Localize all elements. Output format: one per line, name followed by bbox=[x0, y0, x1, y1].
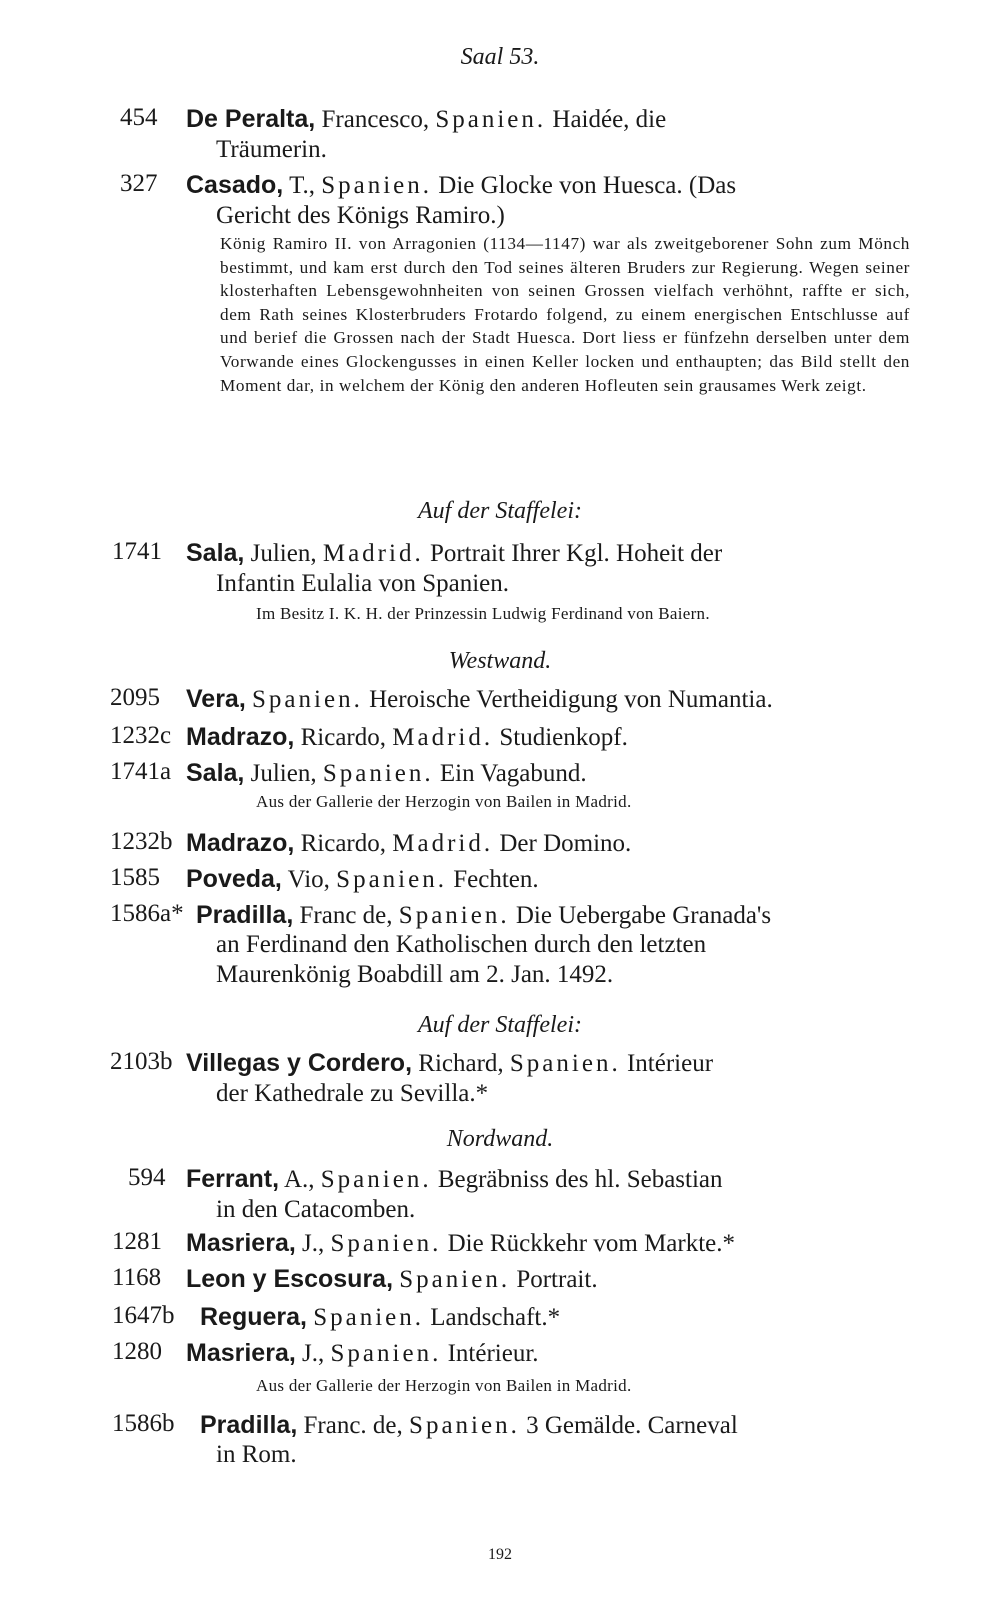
artwork-title: Die Uebergabe Granada's bbox=[509, 902, 772, 929]
artist-name: Madrazo, bbox=[186, 829, 295, 857]
artwork-title: Heroische Vertheidigung von Numantia. bbox=[362, 686, 773, 713]
provenance-note: Aus der Gallerie der Herzogin von Bailen in Madrid. bbox=[256, 1376, 632, 1395]
catalogue-number: 1232c bbox=[110, 722, 172, 749]
catalogue-entry bbox=[186, 1338, 539, 1369]
artwork-title: Intérieur bbox=[620, 1050, 714, 1077]
artist-place: Spanien. bbox=[509, 1050, 621, 1077]
artist-first-name: Julien, bbox=[244, 760, 323, 787]
artist-name: Poveda, bbox=[186, 865, 282, 893]
artist-first-name: J., bbox=[295, 1340, 331, 1367]
artist-name: Vera, bbox=[186, 685, 246, 713]
artwork-title: 3 Gemälde. Carneval bbox=[519, 1412, 738, 1439]
artist-first-name: Francesco, bbox=[315, 106, 436, 133]
page-number: 192 bbox=[488, 1546, 512, 1563]
artist-first-name: J., bbox=[295, 1230, 331, 1257]
section-title-easel: Auf der Staffelei: bbox=[418, 1012, 582, 1038]
provenance-note: Aus der Gallerie der Herzogin von Bailen in Madrid. bbox=[256, 792, 632, 811]
artist-first-name: A., bbox=[279, 1166, 321, 1193]
catalogue-number: 327 bbox=[120, 170, 158, 197]
catalogue-number: 1586b bbox=[112, 1410, 175, 1437]
catalogue-entry bbox=[186, 722, 628, 753]
ownership-note: Im Besitz I. K. H. der Prinzessin Ludwig Ferdinand von Baiern. bbox=[256, 604, 710, 623]
section-title-west-wall: Westwand. bbox=[448, 648, 552, 674]
catalogue-number: 1741 bbox=[112, 538, 162, 565]
artwork-title: Die Rückkehr vom Markte.* bbox=[441, 1230, 736, 1257]
artist-name: Reguera, bbox=[200, 1303, 307, 1331]
artist-first-name: Julien, bbox=[244, 540, 323, 567]
artwork-title: Fechten. bbox=[446, 866, 539, 893]
section-title-north-wall: Nordwand. bbox=[446, 1126, 554, 1152]
artwork-title: Der Domino. bbox=[493, 830, 632, 857]
catalogue-entry bbox=[186, 684, 773, 715]
catalogue-entry bbox=[186, 758, 587, 789]
catalogue-number: 1741a bbox=[110, 758, 172, 785]
artwork-title-continued bbox=[216, 930, 706, 990]
artist-name: Casado, bbox=[186, 171, 284, 199]
artwork-title: Begräbniss des hl. Sebastian bbox=[431, 1166, 723, 1193]
artwork-title-line: an Ferdinand den Katholischen durch den letzten bbox=[216, 931, 707, 958]
catalogue-number: 1168 bbox=[112, 1264, 162, 1291]
artist-place: Madrid. bbox=[322, 540, 424, 567]
artwork-title: Ein Vagabund. bbox=[433, 760, 587, 787]
artist-place: Spanien. bbox=[313, 1304, 425, 1331]
artwork-description: König Ramiro II. von Arragonien (1134—1147) war als zweitgeborener Sohn zum Mönch bestimmt, und kam erst durch den Tod seines älteren Bruders zur Regierung. Wegen seiner klosterhaften Lebensgewohnheiten von seinen Grossen vielfach verhöhnt, raffte er sich, dem Rath seines Klosterbruders Frotardo folgend, zu einem energischen Entschlusse auf und berief die Grossen nach der Stadt Huesca. Dort liess er fünfzehn derselben unter dem Vorwande eines Glockengusses in einen Keller locken und enthaupten; das Bild stellt den Moment dar, in welchem der König den anderen Hofleuten sein grausames Werk zeigt. bbox=[220, 234, 910, 395]
artist-name: Pradilla, bbox=[196, 901, 294, 929]
artwork-title: Portrait. bbox=[510, 1266, 598, 1293]
catalogue-entry bbox=[196, 900, 771, 931]
catalogue-number: 2103b bbox=[110, 1048, 173, 1075]
artist-place: Madrid. bbox=[392, 830, 494, 857]
artist-name: Sala, bbox=[186, 759, 245, 787]
catalogue-entry bbox=[186, 1264, 598, 1295]
catalogue-number: 1585 bbox=[110, 864, 160, 891]
catalogue-number: 1280 bbox=[112, 1338, 162, 1365]
artwork-title: Haidée, die bbox=[546, 106, 667, 133]
artwork-title-continued bbox=[216, 1440, 297, 1470]
catalogue-entry bbox=[186, 1164, 723, 1225]
artist-first-name: Vio, bbox=[281, 866, 337, 893]
artist-place: Spanien. bbox=[336, 866, 447, 893]
page-header: Saal 53. bbox=[460, 44, 540, 70]
artwork-title-continued: in den Catacomben. bbox=[216, 1196, 416, 1223]
artwork-title: Studienkopf. bbox=[493, 724, 628, 751]
artist-name: Ferrant, bbox=[186, 1165, 280, 1193]
catalogue-number: 1281 bbox=[112, 1228, 162, 1255]
catalogue-number: 1232b bbox=[110, 828, 173, 855]
catalogue-number: 1647b bbox=[112, 1302, 175, 1329]
catalogue-number: 2095 bbox=[110, 684, 160, 711]
artist-name: Madrazo, bbox=[186, 723, 295, 751]
catalogue-number: 454 bbox=[120, 104, 158, 131]
artwork-title: Landschaft.* bbox=[424, 1304, 561, 1331]
artist-place: Spanien. bbox=[409, 1412, 520, 1439]
artwork-title-line: in Rom. bbox=[216, 1441, 297, 1468]
catalogue-entry bbox=[186, 538, 722, 599]
artist-place: Spanien. bbox=[322, 760, 434, 787]
artwork-title-continued: Infantin Eulalia von Spanien. bbox=[216, 570, 509, 597]
catalogue-entry bbox=[200, 1302, 560, 1333]
artist-name: De Peralta, bbox=[186, 105, 316, 133]
artist-place: Madrid. bbox=[392, 724, 494, 751]
artwork-title-line: Maurenkönig Boabdill am 2. Jan. 1492. bbox=[216, 961, 614, 988]
artist-place: Spanien. bbox=[435, 106, 547, 133]
artwork-title: Die Glocke von Huesca. (Das bbox=[432, 172, 737, 199]
artwork-title: Portrait Ihrer Kgl. Hoheit der bbox=[423, 540, 723, 567]
artist-place: Spanien. bbox=[398, 902, 510, 929]
catalogue-entry bbox=[186, 828, 631, 859]
artwork-title-continued: der Kathedrale zu Sevilla.* bbox=[216, 1080, 489, 1107]
artist-place: Spanien. bbox=[330, 1340, 442, 1367]
artist-name: Leon y Escosura, bbox=[186, 1265, 394, 1293]
catalogue-entry bbox=[186, 1228, 735, 1259]
artist-name: Sala, bbox=[186, 539, 245, 567]
artist-first-name: T., bbox=[283, 172, 322, 199]
artist-place: Spanien. bbox=[399, 1266, 511, 1293]
catalogue-entry bbox=[186, 1048, 713, 1109]
artist-first-name: Ricardo, bbox=[294, 724, 393, 751]
catalogue-number: 594 bbox=[128, 1164, 166, 1191]
artist-name: Pradilla, bbox=[200, 1411, 298, 1439]
artwork-title-continued: Gericht des Königs Ramiro.) bbox=[216, 202, 505, 229]
catalogue-entry bbox=[186, 864, 539, 895]
catalogue-entry bbox=[200, 1410, 738, 1441]
artist-name: Masriera, bbox=[186, 1229, 296, 1257]
artist-first-name: Richard, bbox=[412, 1050, 510, 1077]
catalogue-number: 1586a* bbox=[110, 900, 184, 927]
artist-first-name: Ricardo, bbox=[294, 830, 393, 857]
artwork-title-continued: Träumerin. bbox=[216, 136, 327, 163]
artist-place: Spanien. bbox=[252, 686, 363, 713]
section-title-easel: Auf der Staffelei: bbox=[418, 498, 582, 524]
artist-name: Masriera, bbox=[186, 1339, 296, 1367]
artist-name: Villegas y Cordero, bbox=[186, 1049, 413, 1077]
artist-place: Spanien. bbox=[320, 1166, 432, 1193]
catalogue-entry bbox=[186, 170, 736, 231]
artist-first-name: Franc. de, bbox=[297, 1412, 410, 1439]
catalogue-entry bbox=[186, 104, 666, 165]
artist-place: Spanien. bbox=[330, 1230, 442, 1257]
artist-place: Spanien. bbox=[321, 172, 433, 199]
artwork-title: Intérieur. bbox=[441, 1340, 539, 1367]
artist-first-name: Franc de, bbox=[293, 902, 399, 929]
